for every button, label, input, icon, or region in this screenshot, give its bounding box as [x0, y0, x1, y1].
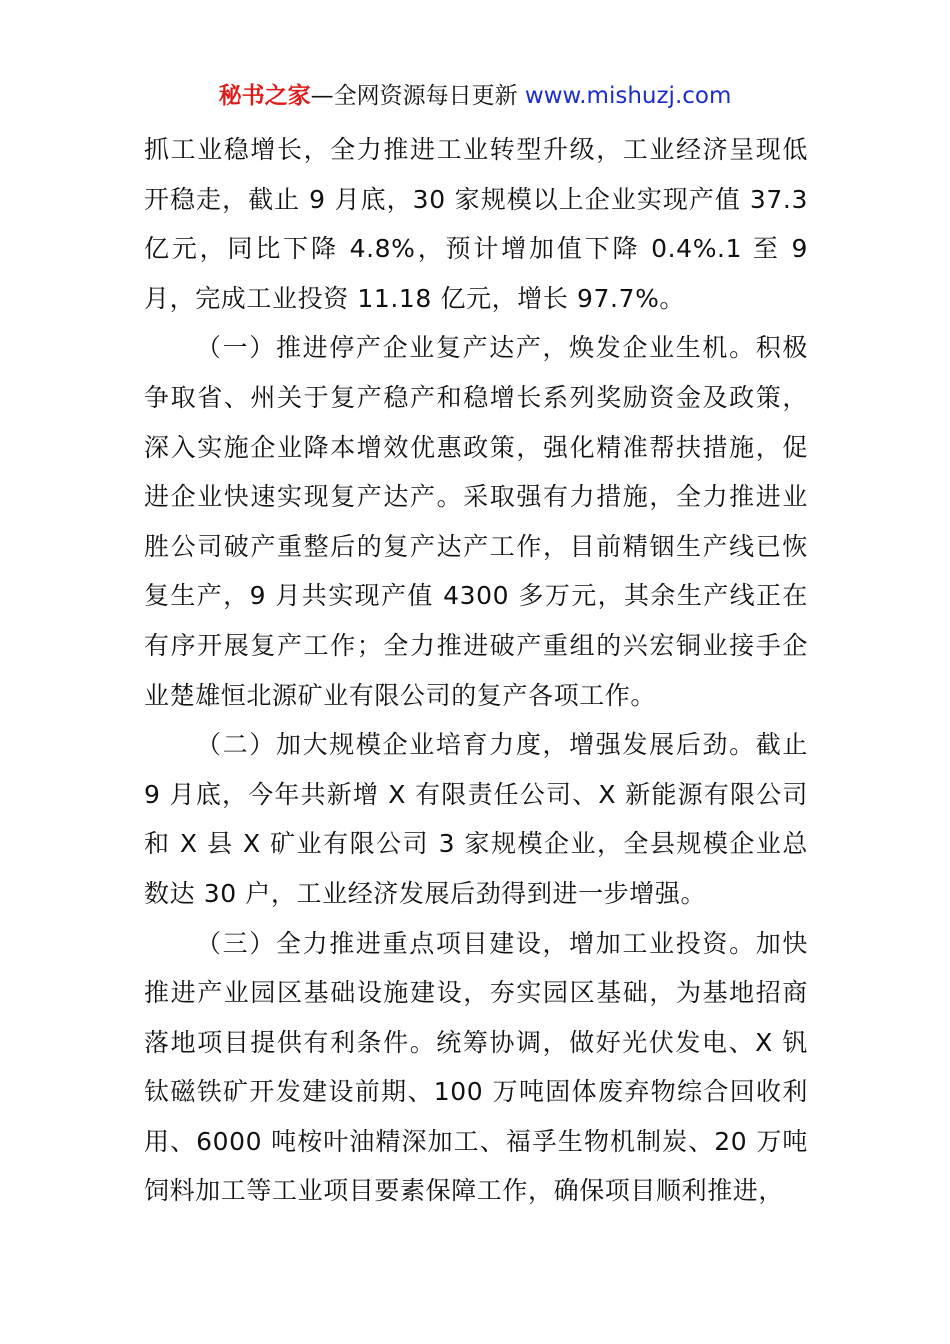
paragraph-section-3: （三）全力推进重点项目建设，增加工业投资。加快推进产业园区基础设施建设，夯实园区基础，为基地招商落地项目提供有利条件。统筹协调，做好光伏发电、X 钒钛磁铁矿开发建设前期、100 万吨固体废弃物综合回收利用、6000 吨桉叶油精深加工、福孚生物机制炭、20 万吨饲料加工等工业项目要素保障工作，确保项目顺利推进， — [144, 928, 808, 1206]
site-header — [0, 80, 950, 112]
header-tagline: —全网资源每日更新 — [310, 83, 525, 109]
site-url-link[interactable]: www.mishuzj.com — [524, 83, 732, 109]
paragraph-section-1: （一）推进停产企业复产达产，焕发企业生机。积极争取省、州关于复产稳产和稳增长系列奖励资金及政策，深入实施企业降本增效优惠政策，强化精准帮扶措施，促进企业快速实现复产达产。采取强有力措施，全力推进业胜公司破产重整后的复产达产工作，目前精铟生产线已恢复生产，9 月共实现产值 4300 多万元，其余生产线正在有序开展复产工作；全力推进破产重组的兴宏铜业接手企业楚雄恒北源矿业有限公司的复产各项工作。 — [144, 333, 808, 710]
brand-name: 秘书之家 — [218, 83, 311, 109]
paragraph-section-2: （二）加大规模企业培育力度，增强发展后劲。截止 9 月底，今年共新增 X 有限责任公司、X 新能源有限公司和 X 县 X 矿业有限公司 3 家规模企业，全县规模企业总数达 30 户，工业经济发展后劲得到进一步增强。 — [144, 730, 808, 908]
paragraph-intro: 抓工业稳增长，全力推进工业转型升级，工业经济呈现低开稳走，截止 9 月底，30 家规模以上企业实现产值 37.3 亿元，同比下降 4.8%，预计增加值下降 0.4%.1 至 9 月，完成工业投资 11.18 亿元，增长 97.7%。 — [144, 135, 808, 313]
document-body — [144, 125, 808, 1216]
